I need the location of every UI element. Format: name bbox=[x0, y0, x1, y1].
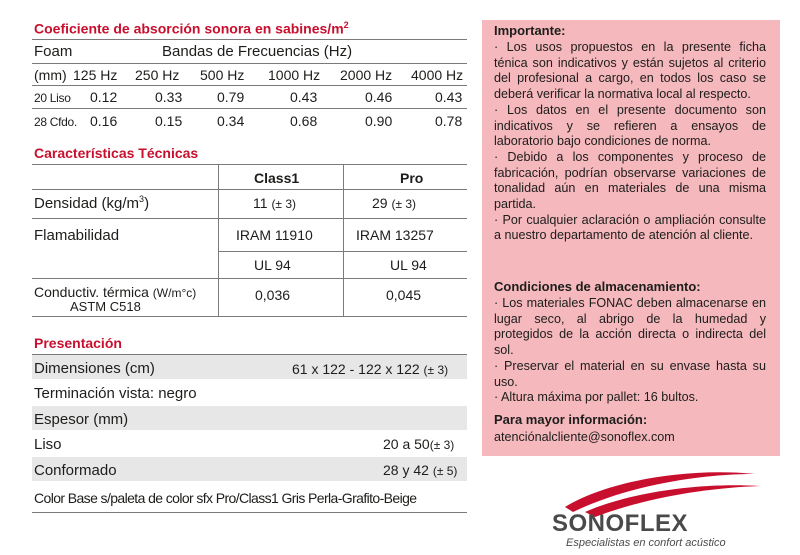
important-item: · Por cualquier aclaración o ampliación consulte a nuestro departamento de atención al cliente. bbox=[494, 212, 766, 243]
freq-2000: 2000 Hz bbox=[340, 67, 393, 83]
divider bbox=[32, 218, 467, 219]
important-item: · Los usos propuestos en la presente ficha ténica son indicativos y están sujetos al criterio del profesional a cargo, en todos los caso se deberá verificar la normativa local al respecto. bbox=[494, 40, 766, 102]
storage-item: · Los materiales FONAC deben almacenarse en lugar seco, al abrigo de la humedad y protegidos de la acción directa o indirecta del sol. bbox=[494, 296, 766, 358]
storage-item: · Altura máxima por pallet: 16 bultos. bbox=[494, 390, 699, 405]
conformado-label: Conformado bbox=[34, 462, 117, 479]
thickness-label: Espesor (mm) bbox=[34, 411, 129, 428]
contact-title: Para mayor información: bbox=[494, 412, 648, 427]
abs-value: 0.90 bbox=[365, 113, 393, 129]
important-list bbox=[494, 40, 766, 244]
divider bbox=[218, 164, 219, 316]
freq-4000: 4000 Hz bbox=[411, 67, 464, 83]
storage-list bbox=[494, 296, 766, 406]
col-foam: Foam bbox=[34, 43, 73, 60]
freq-500: 500 Hz bbox=[200, 67, 245, 83]
important-item: · Los datos en el presente documento son indicativos y se refieren a ensayos de laboratorio bajo condiciones de norma. bbox=[494, 102, 766, 149]
freq-250: 250 Hz bbox=[135, 67, 180, 83]
abs-value: 0.15 bbox=[155, 113, 183, 129]
row-label-conformado: 28 Cfdo. bbox=[34, 115, 77, 129]
col-pro: Pro bbox=[400, 170, 424, 186]
dimensions-value: 61 x 122 - 122 x 122 (± 3) bbox=[292, 361, 449, 377]
flam-pro: IRAM 13257 bbox=[356, 227, 434, 243]
abs-value: 0.33 bbox=[155, 89, 183, 105]
liso-value: 20 a 50(± 3) bbox=[383, 436, 455, 452]
divider bbox=[32, 512, 467, 513]
conductivity-standard: ASTM C518 bbox=[70, 299, 141, 314]
divider bbox=[32, 189, 467, 190]
divider bbox=[32, 316, 467, 317]
divider bbox=[32, 85, 467, 86]
col-bands: Bandas de Frecuencias (Hz) bbox=[162, 43, 353, 60]
abs-value: 0.12 bbox=[90, 89, 118, 105]
flam-class1: IRAM 11910 bbox=[236, 227, 313, 243]
conductivity-class1: 0,036 bbox=[255, 287, 291, 303]
density-label: Densidad $(kg/m^3)$ bbox=[34, 194, 150, 212]
row-label-liso: 20 Liso bbox=[34, 91, 71, 105]
freq-125: 125 Hz bbox=[73, 67, 118, 83]
divider bbox=[32, 63, 467, 64]
flam-label: Flamabilidad bbox=[34, 227, 120, 244]
contact-email[interactable]: atenciónalcliente@sonoflex.com bbox=[494, 430, 675, 444]
abs-value: 0.43 bbox=[290, 89, 318, 105]
brand-tagline: Especialistas en confort acústico bbox=[566, 537, 726, 549]
dimensions-label: Dimensiones (cm) bbox=[34, 360, 155, 377]
divider bbox=[32, 164, 467, 165]
conformado-value: 28 y 42 (± 5) bbox=[383, 462, 458, 478]
conductivity-label: Conductiv. térmica (W/m°c) bbox=[34, 284, 197, 300]
abs-value: 0.68 bbox=[290, 113, 318, 129]
important-title: Importante: bbox=[494, 23, 566, 38]
ul-pro: UL 94 bbox=[390, 257, 427, 273]
abs-value: 0.43 bbox=[435, 89, 463, 105]
divider bbox=[32, 278, 467, 279]
absorption-title: Coeficiente de absorción sonora en sabines/$m^2$ bbox=[34, 20, 349, 37]
finish-label: Terminación vista: negro bbox=[34, 385, 197, 402]
abs-value: 0.16 bbox=[90, 113, 118, 129]
density-class1: 11 (± 3) bbox=[253, 195, 297, 211]
liso-label: Liso bbox=[34, 436, 62, 453]
storage-item: · Preservar el material en su envase hasta su uso. bbox=[494, 358, 766, 389]
storage-title: Condiciones de almacenamiento: bbox=[494, 279, 701, 294]
abs-value: 0.46 bbox=[365, 89, 393, 105]
conductivity-pro: 0,045 bbox=[386, 287, 422, 303]
brand-name: SONOFLEX bbox=[552, 510, 689, 537]
freq-1000: 1000 Hz bbox=[268, 67, 321, 83]
color-base-note: Color Base s/paleta de color sfx Pro/Class1 Gris Perla-Grafito-Beige bbox=[34, 490, 417, 506]
divider bbox=[343, 164, 344, 316]
divider bbox=[32, 108, 467, 109]
divider bbox=[218, 251, 467, 252]
density-pro: 29 (± 3) bbox=[372, 195, 417, 211]
important-item: · Debido a los componentes y proceso de fabricación, podrían observarse variaciones de tonalidad aún en materiales de una misma partida. bbox=[494, 149, 766, 212]
col-class1: Class1 bbox=[254, 170, 300, 186]
divider bbox=[32, 39, 467, 40]
tech-title: Características Técnicas bbox=[34, 145, 199, 161]
unit-label: (mm) bbox=[34, 67, 67, 83]
ul-class1: UL 94 bbox=[254, 257, 291, 273]
abs-value: 0.79 bbox=[217, 89, 245, 105]
abs-value: 0.78 bbox=[435, 113, 463, 129]
presentation-title: Presentación bbox=[34, 335, 122, 351]
abs-value: 0.34 bbox=[217, 113, 245, 129]
